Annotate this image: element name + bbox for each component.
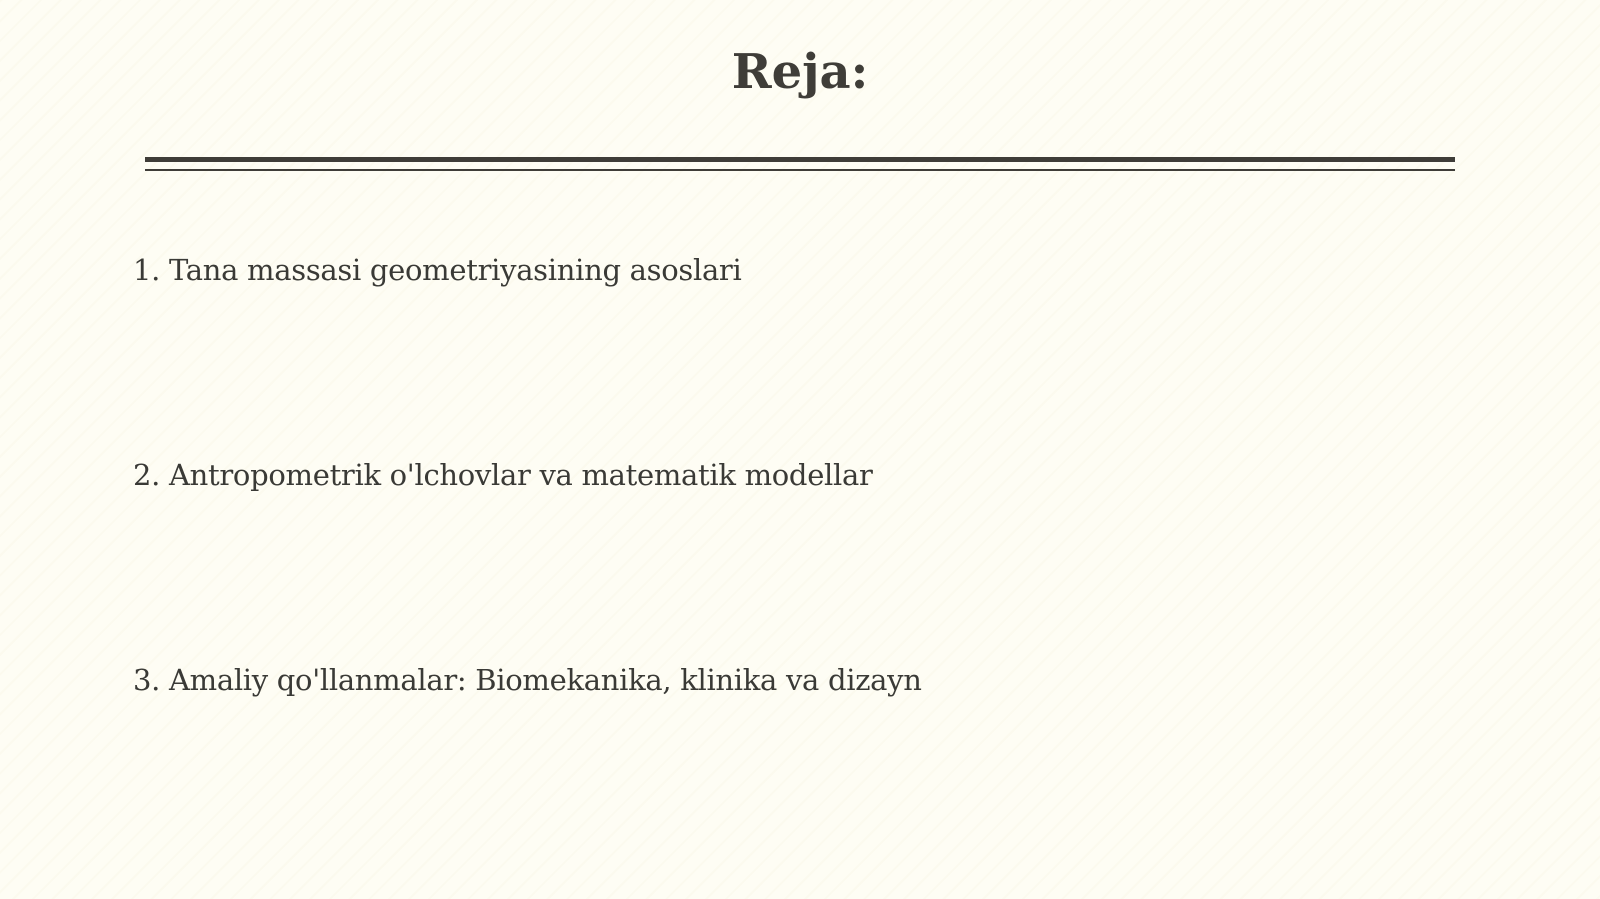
- plan-item-2: 2. Antropometrik o'lchovlar va matematik modellar: [133, 458, 873, 492]
- slide-title: Reja:: [731, 44, 869, 100]
- title-divider-thin: [145, 169, 1455, 171]
- title-divider-thick: [145, 157, 1455, 162]
- plan-item-1: 1. Tana massasi geometriyasining asoslari: [133, 253, 742, 287]
- plan-item-3: 3. Amaliy qo'llanmalar: Biomekanika, klinika va dizayn: [133, 663, 922, 697]
